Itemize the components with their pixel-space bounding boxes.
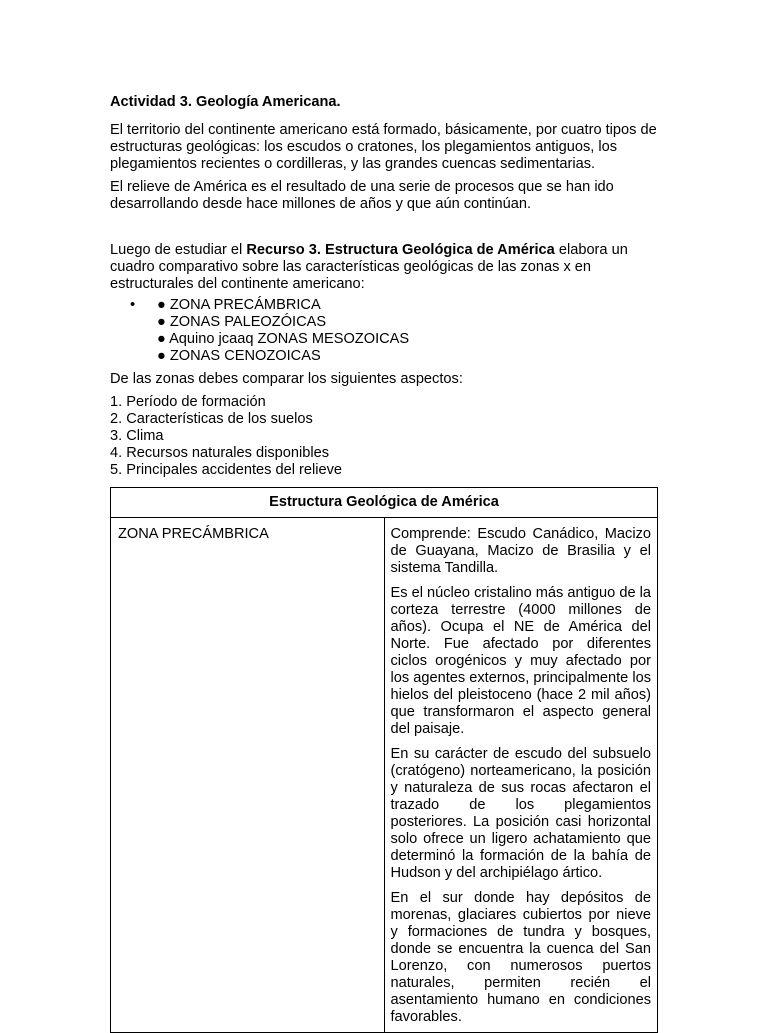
document-page [110, 94, 658, 1033]
list-item [110, 314, 658, 331]
instruction-suffix: elabora un cuadro comparativo sobre las características geológicas de las zonas x en estructurales del continente americano: [110, 242, 628, 292]
zone-label: ● ZONA PRECÁMBRICA [157, 297, 321, 313]
description-paragraph: En su carácter de escudo del subsuelo (cratógeno) norteamericano, la posición y naturaleza de sus rocas afectaron el trazado de los plegamientos posteriores. La posición casi horizontal solo ofrece un ligero achatamiento que determinó la formación de la bahía de Hudson y del archipiélago ártico. [390, 746, 651, 881]
list-item: 3. Clima [110, 428, 164, 444]
table-row [111, 518, 658, 1033]
list-item: 2. Características de los suelos [110, 411, 313, 427]
zones-list [110, 297, 658, 365]
bullet-marker: • [130, 297, 136, 313]
list-item: 1. Período de formación [110, 394, 266, 410]
document-title: Actividad 3. Geología Americana. [110, 94, 341, 110]
table-header-row [111, 488, 658, 518]
geology-table [110, 487, 658, 1033]
intro-paragraph-1: El territorio del continente americano está formado, básicamente, por cuatro tipos de estructuras geológicas: los escudos o cratones, los plegamientos antiguos, los plegamientos recientes o cordilleras, y las grandes cuencas sedimentarias. [110, 122, 657, 172]
list-item: 4. Recursos naturales disponibles [110, 445, 330, 461]
instruction-prefix: Luego de estudiar el [110, 242, 247, 258]
table-header: Estructura Geológica de América [111, 488, 658, 518]
aspects-intro: De las zonas debes comparar los siguientes aspectos: [110, 371, 463, 387]
resource-name: Recurso 3. Estructura Geológica de América [246, 242, 555, 258]
zone-label: ● ZONAS CENOZOICAS [157, 348, 321, 364]
description-paragraph: Es el núcleo cristalino más antiguo de la corteza terrestre (4000 millones de años). Ocupa el NE de América del Norte. Fue afectado por diferentes ciclos orogénicos y muy afectado por los agentes externos, principalmente los hielos del pleistoceno (hace 2 mil años) que transformaron el aspecto general del paisaje. [390, 585, 651, 737]
intro-paragraph-2: El relieve de América es el resultado de una serie de procesos que se han ido desarrollando desde hace millones de años y que aún continúan. [110, 179, 614, 212]
list-item [110, 297, 658, 314]
description-cell [384, 518, 658, 1033]
instruction-paragraph [110, 242, 658, 293]
zone-cell: ZONA PRECÁMBRICA [111, 518, 385, 1033]
list-item [110, 331, 658, 348]
description-paragraph: En el sur donde hay depósitos de morenas, glaciares cubiertos por nieve y formaciones de tundra y bosques, donde se encuentra la cuenca del San Lorenzo, con numerosos puertos naturales, permiten recién el asentamiento humano en condiciones favorables. [390, 890, 651, 1025]
zone-label: ● ZONAS PALEOZÓICAS [157, 314, 327, 330]
aspects-list [110, 394, 658, 479]
list-item [110, 348, 658, 365]
list-item: 5. Principales accidentes del relieve [110, 462, 343, 478]
description-paragraph: Comprende: Escudo Canádico, Macizo de Guayana, Macizo de Brasilia y el sistema Tandilla. [390, 526, 651, 576]
zone-label: ● Aquino jcaaq ZONAS MESOZOICAS [157, 331, 410, 347]
